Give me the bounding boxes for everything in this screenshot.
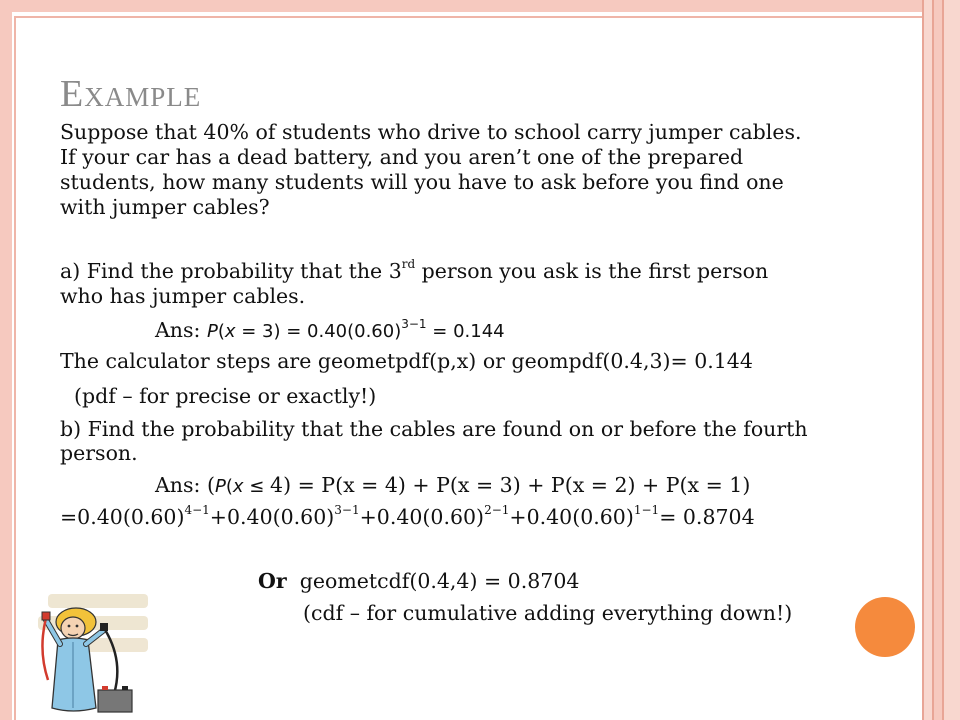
or-line: Or geometcdf(0.4,4) = 0.8704 (258, 569, 580, 593)
intro-line: Suppose that 40% of students who drive to school carry jumper cables. (60, 120, 802, 144)
part-b-question: person. (60, 441, 138, 465)
frame-line-left (14, 16, 16, 720)
part-a-question: a) Find the probability that the 3rd person you ask is the first person (60, 257, 769, 283)
part-b-expansion: $=0.40(0.60)^{4-1}+0.40(0.60)^{3-1}+0.40(0.60)^{2-1}+0.40(0.60)^{1-1}= 0.8704$ (60, 503, 755, 529)
part-a-question: who has jumper cables. (60, 284, 306, 308)
part-b-question: b) Find the probability that the cables are found on or before the fourth (60, 417, 808, 441)
side-stripe (934, 0, 942, 720)
part-b-answer: Ans: (P(x ≤ 4) = P(x = 4) + P(x = 3) + P(x = 2) + P(x = 1) (155, 473, 751, 497)
frame-line-top (14, 16, 922, 18)
slide-title: Example (60, 73, 202, 115)
part-a-answer: Ans: $P(x = 3) = 0.40(0.60)^{3-1} = 0.144$ (155, 317, 505, 342)
cdf-note: (cdf – for cumulative adding everything down!) (303, 601, 793, 625)
side-stripe (944, 0, 960, 720)
calculator-steps: The calculator steps are geometpdf(p,x) or geompdf(0.4,3)= 0.144 (60, 349, 753, 373)
side-stripe (924, 0, 932, 720)
clipart-woman-jumper-cables (28, 590, 158, 718)
decorative-orange-dot (855, 597, 915, 657)
pdf-note: (pdf – for precise or exactly!) (74, 384, 377, 408)
intro-line: students, how many students will you have to ask before you find one (60, 170, 784, 194)
intro-line: If your car has a dead battery, and you aren’t one of the prepared (60, 145, 744, 169)
intro-line: with jumper cables? (60, 195, 270, 219)
